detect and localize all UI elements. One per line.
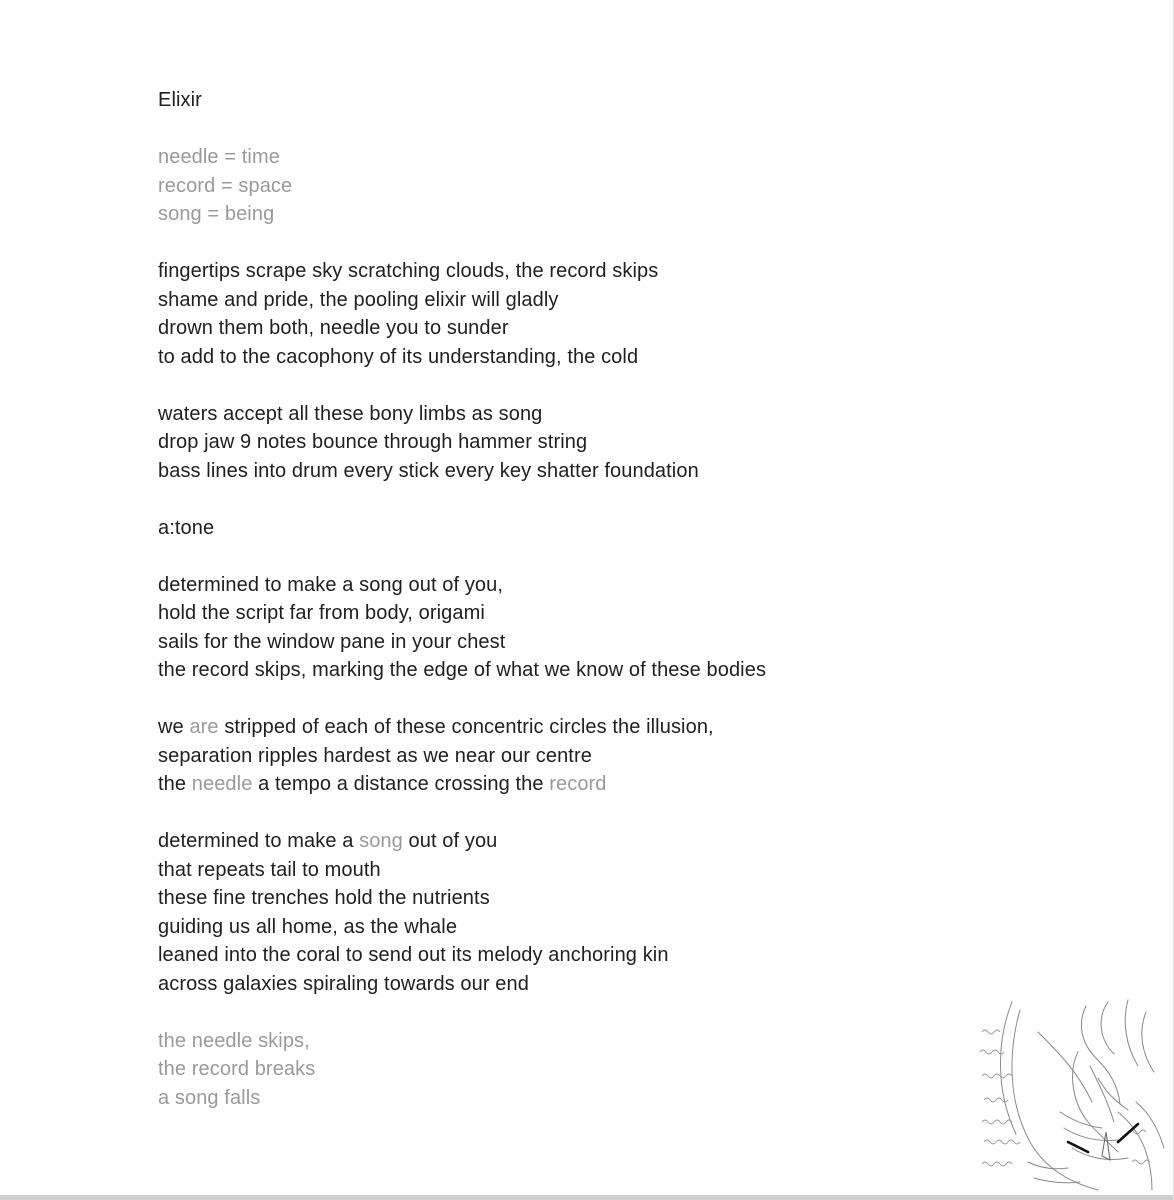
poem-line xyxy=(158,713,766,742)
poem-line: to add to the cacophony of its understanding, the cold xyxy=(158,345,639,368)
poem-line: bass lines into drum every stick every key shatter foundation xyxy=(158,459,699,482)
poem-line: the record skips, marking the edge of what we know of these bodies xyxy=(158,659,767,681)
poem-line: waters accept all these bony limbs as song xyxy=(158,402,543,425)
bird-sketch-illustration xyxy=(968,992,1174,1195)
stanza xyxy=(158,571,766,685)
poem xyxy=(158,86,766,1112)
poem-title: Elixir xyxy=(158,89,202,111)
line-segment: a tempo a distance crossing the xyxy=(252,773,550,795)
poem-line: determined to make a song out of you, xyxy=(158,573,504,596)
poem-line: across galaxies spiraling towards our end xyxy=(158,972,529,995)
poem-line: drop jaw 9 notes bounce through hammer string xyxy=(158,431,588,453)
stanza xyxy=(158,257,766,371)
poem-line xyxy=(158,827,766,856)
poem-line xyxy=(158,770,766,799)
muted-word: are xyxy=(189,716,219,738)
poem-line: shame and pride, the pooling elixir will gladly xyxy=(158,288,559,311)
stanza xyxy=(158,400,766,486)
muted-word: song xyxy=(359,830,403,852)
poem-line: guiding us all home, as the whale xyxy=(158,915,458,938)
poem-line: leaned into the coral to send out its melody anchoring kin xyxy=(158,944,669,966)
poem-line: sails for the window pane in your chest xyxy=(158,630,506,653)
poem-line: a:tone xyxy=(158,516,215,539)
stanza xyxy=(158,143,766,229)
poem-line: the needle skips, xyxy=(158,1029,310,1052)
poem-line: these fine trenches hold the nutrients xyxy=(158,887,490,909)
line-segment: the xyxy=(158,773,192,795)
stanza xyxy=(158,713,766,799)
stanza xyxy=(158,514,766,543)
poem-line: separation ripples hardest as we near our centre xyxy=(158,744,592,767)
muted-word: needle xyxy=(191,773,253,795)
line-segment: stripped of each of these concentric circles the illusion, xyxy=(218,716,714,738)
poem-line: the record breaks xyxy=(158,1058,316,1080)
poem-line: song = being xyxy=(158,203,275,225)
poem-line: that repeats tail to mouth xyxy=(158,858,381,881)
poem-body xyxy=(158,143,766,1112)
poem-line: needle = time xyxy=(158,146,280,168)
line-segment: out of you xyxy=(402,830,498,852)
stanza xyxy=(158,1027,766,1113)
poem-line: fingertips scrape sky scratching clouds, the record skips xyxy=(158,260,659,282)
line-segment: determined to make a xyxy=(158,830,360,852)
page-bottom-edge xyxy=(0,1195,1173,1200)
stanza xyxy=(158,827,766,998)
poem-line: record = space xyxy=(158,174,293,197)
muted-word: record xyxy=(549,773,607,795)
poem-line: hold the script far from body, origami xyxy=(158,602,485,624)
poem-line: drown them both, needle you to sunder xyxy=(158,317,509,339)
line-segment: we xyxy=(158,716,190,738)
poem-line: a song falls xyxy=(158,1086,261,1109)
